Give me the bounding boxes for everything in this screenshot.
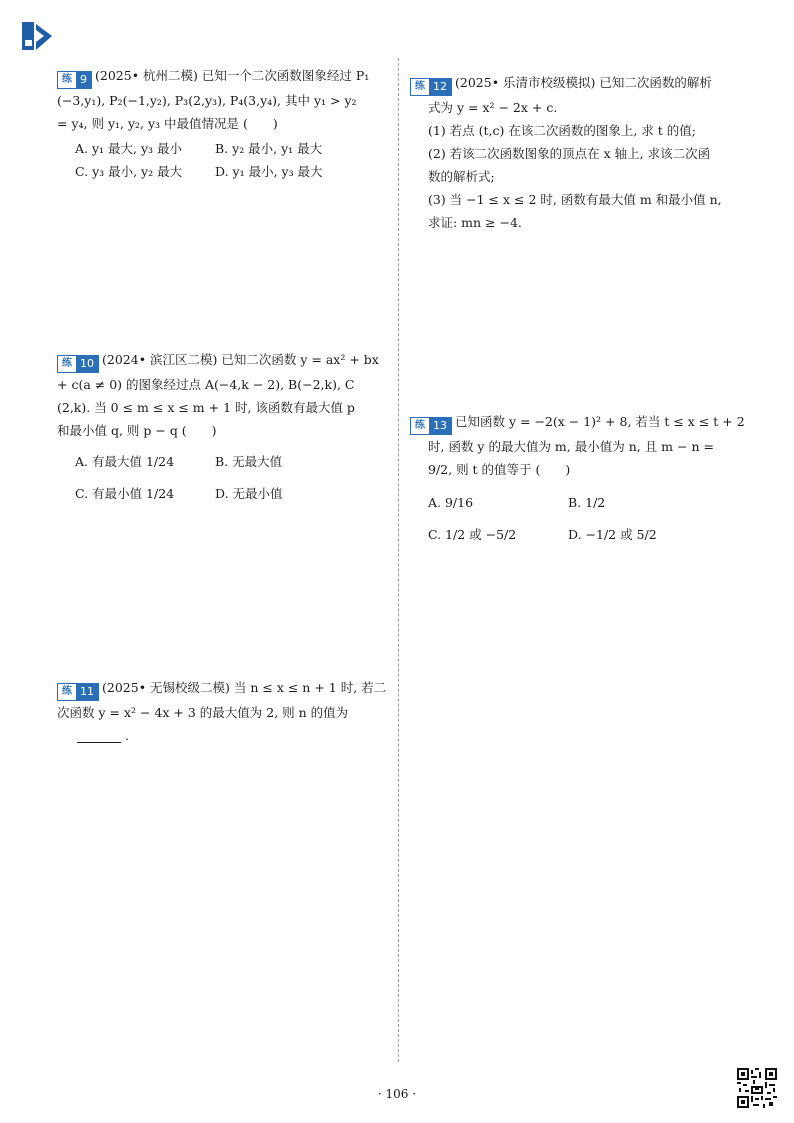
option-c[interactable]: C. 有最小值 1/24 — [75, 485, 175, 501]
question-tag: 练 12 — [410, 78, 452, 96]
question-9: 练 9 (2025• 杭州二模) 已知一个二次函数图象经过 P₁ (−3,y₁), P₂(−1,y₂), P₃(2,y₃), P₄(3,y₄), 其中 y₁ > y₂ = y₄, 则 y₁, y₂, y₃ 中最值情况是 ( ) A. y₁ 最大, y₃ 最小 B. y₂ 最小, y₁ 最大 C. y₃ 最小, y₂ 最大 D. y₁ 最小, y₃ 最大 — [57, 64, 392, 183]
options — [57, 137, 392, 183]
page-number: · 106 · — [377, 1087, 417, 1101]
option-a[interactable]: A. 有最大值 1/24 — [75, 453, 175, 469]
option-d[interactable]: D. y₁ 最小, y₃ 最大 — [215, 163, 323, 179]
option-c[interactable]: C. 1/2 或 −5/2 — [428, 526, 517, 542]
question-tag: 练 9 — [57, 71, 92, 89]
option-b[interactable]: B. 无最大值 — [215, 453, 283, 469]
question-tag: 练 10 — [57, 355, 99, 373]
answer-blank[interactable] — [77, 728, 121, 743]
question-tag: 练 13 — [410, 417, 452, 435]
option-a[interactable]: A. 9/16 — [428, 494, 474, 510]
qr-code-icon[interactable] — [737, 1068, 777, 1108]
option-b[interactable]: B. y₂ 最小, y₁ 最大 — [215, 140, 323, 156]
options — [410, 487, 745, 551]
question-11: 练 11 (2025• 无锡校级二模) 当 n ≤ x ≤ n + 1 时, 若二 次函数 y = x² − 4x + 3 的最大值为 2, 则 n 的值为 . — [57, 680, 387, 743]
option-a[interactable]: A. y₁ 最大, y₃ 最小 — [75, 140, 183, 156]
publisher-logo — [20, 20, 54, 54]
question-13: 练 13 已知函数 y = −2(x − 1)² + 8, 若当 t ≤ x ≤ t + 2 时, 函数 y 的最大值为 m, 最小值为 n, 且 m − n = 9/2, 则 t 的值等于 ( ) A. 9/16 B. 1/2 C. 1/2 或 −5/2 D. −1/2 或 5/2 — [410, 410, 745, 551]
option-b[interactable]: B. 1/2 — [568, 494, 606, 510]
question-tag: 练 11 — [57, 683, 99, 701]
option-d[interactable]: D. 无最小值 — [215, 485, 283, 501]
question-10: 练 10 (2024• 滨江区二模) 已知二次函数 y = ax² + bx + c(a ≠ 0) 的图象经过点 A(−4,k − 2), B(−2,k), C (2,k). 当 0 ≤ m ≤ x ≤ m + 1 时, 该函数有最大值 p 和最小值 q, 则 p − q ( ) A. 有最大值 1/24 B. 无最大值 C. 有最小值 1/24 D. 无最小值 — [57, 348, 392, 510]
column-divider — [398, 58, 399, 1062]
option-d[interactable]: D. −1/2 或 5/2 — [568, 526, 657, 542]
option-c[interactable]: C. y₃ 最小, y₂ 最大 — [75, 163, 183, 179]
options — [57, 446, 392, 510]
question-12: 练 12 (2025• 乐清市校级模拟) 已知二次函数的解析 式为 y = x² − 2x + c. (1) 若点 (t,c) 在该二次函数的图象上, 求 t 的值; (2) 若该二次函数图象的顶点在 x 轴上, 求该二次函 数的解析式; (3) 当 −1 ≤ x ≤ 2 时, 函数有最大值 m 和最小值 n, 求证: mn ≥ −4. — [410, 71, 745, 234]
